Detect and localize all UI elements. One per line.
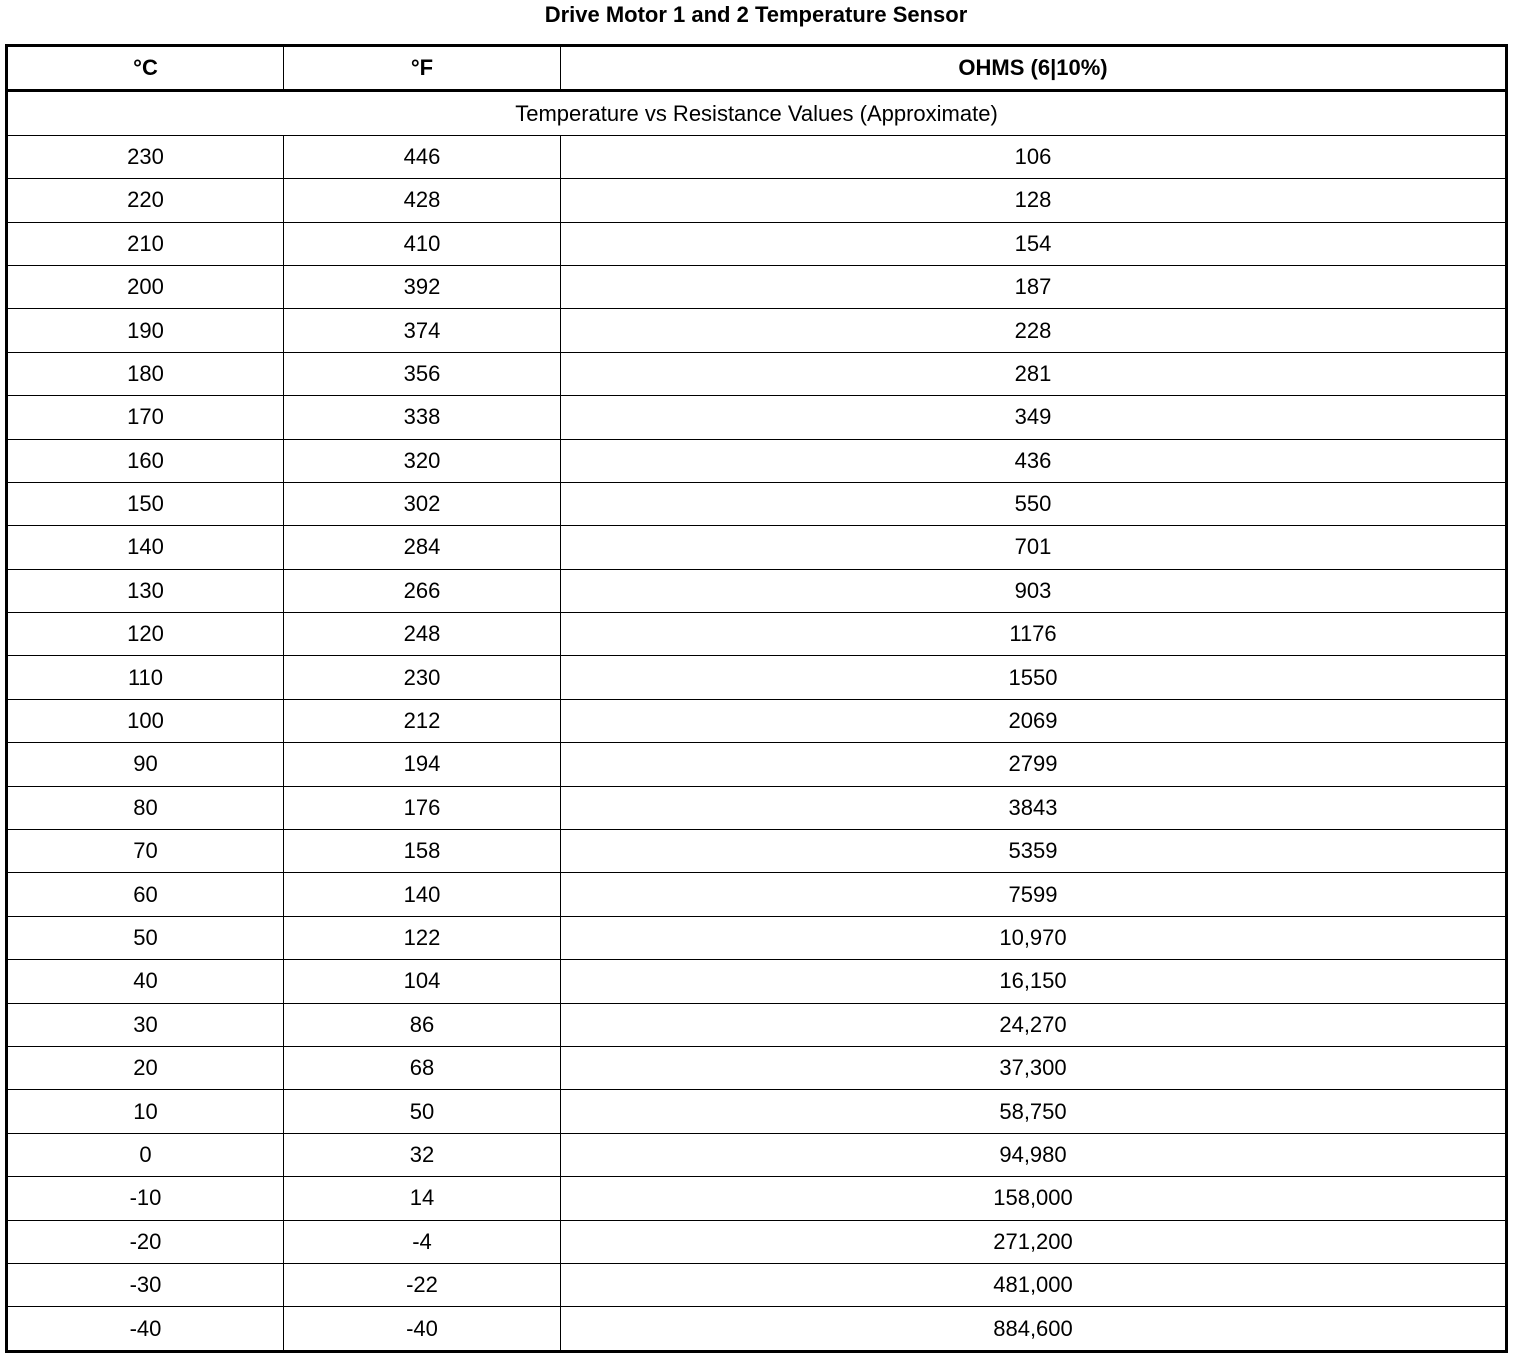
cell-ohms: 24,270: [561, 1003, 1507, 1046]
table-row: [7, 439, 1507, 482]
cell-celsius: 160: [7, 439, 284, 482]
table-row: [7, 1003, 1507, 1046]
cell-fahrenheit: 320: [284, 439, 561, 482]
table-row: [7, 699, 1507, 742]
table-row: [7, 873, 1507, 916]
cell-celsius: 80: [7, 786, 284, 829]
cell-fahrenheit: 266: [284, 569, 561, 612]
table-row: [7, 1263, 1507, 1306]
cell-fahrenheit: 212: [284, 699, 561, 742]
cell-fahrenheit: 356: [284, 352, 561, 395]
cell-fahrenheit: -4: [284, 1220, 561, 1263]
cell-fahrenheit: 428: [284, 179, 561, 222]
table-row: [7, 1220, 1507, 1263]
cell-fahrenheit: 338: [284, 396, 561, 439]
table-row: [7, 352, 1507, 395]
cell-celsius: -20: [7, 1220, 284, 1263]
cell-fahrenheit: 140: [284, 873, 561, 916]
cell-ohms: 128: [561, 179, 1507, 222]
cell-ohms: 37,300: [561, 1046, 1507, 1089]
cell-fahrenheit: 284: [284, 526, 561, 569]
cell-ohms: 903: [561, 569, 1507, 612]
cell-ohms: 94,980: [561, 1133, 1507, 1176]
cell-fahrenheit: 176: [284, 786, 561, 829]
cell-celsius: 220: [7, 179, 284, 222]
cell-celsius: -40: [7, 1307, 284, 1351]
table-row: [7, 960, 1507, 1003]
cell-fahrenheit: 158: [284, 830, 561, 873]
table-row: [7, 135, 1507, 178]
table-row: [7, 656, 1507, 699]
cell-celsius: 60: [7, 873, 284, 916]
cell-ohms: 7599: [561, 873, 1507, 916]
table-row: [7, 222, 1507, 265]
cell-celsius: -30: [7, 1263, 284, 1306]
cell-fahrenheit: 68: [284, 1046, 561, 1089]
cell-ohms: 349: [561, 396, 1507, 439]
document-title: Drive Motor 1 and 2 Temperature Sensor: [544, 2, 968, 27]
cell-ohms: 1176: [561, 613, 1507, 656]
table-row: [7, 743, 1507, 786]
table-row: [7, 179, 1507, 222]
table-row: [7, 830, 1507, 873]
cell-fahrenheit: 374: [284, 309, 561, 352]
cell-ohms: 58,750: [561, 1090, 1507, 1133]
table-row: [7, 396, 1507, 439]
table-row: [7, 1133, 1507, 1176]
table-row: [7, 1046, 1507, 1089]
temperature-resistance-table: [5, 44, 1508, 1353]
table-row: [7, 916, 1507, 959]
cell-fahrenheit: -22: [284, 1263, 561, 1306]
cell-ohms: 3843: [561, 786, 1507, 829]
cell-ohms: 2069: [561, 699, 1507, 742]
cell-ohms: 5359: [561, 830, 1507, 873]
cell-ohms: 281: [561, 352, 1507, 395]
cell-celsius: 10: [7, 1090, 284, 1133]
cell-fahrenheit: 50: [284, 1090, 561, 1133]
cell-celsius: 40: [7, 960, 284, 1003]
header-fahrenheit: °F: [284, 46, 561, 91]
cell-ohms: 187: [561, 265, 1507, 308]
cell-celsius: 90: [7, 743, 284, 786]
cell-celsius: 200: [7, 265, 284, 308]
cell-celsius: 120: [7, 613, 284, 656]
table-row: [7, 265, 1507, 308]
cell-fahrenheit: 302: [284, 482, 561, 525]
cell-ohms: 154: [561, 222, 1507, 265]
table-row: [7, 786, 1507, 829]
cell-ohms: 481,000: [561, 1263, 1507, 1306]
cell-fahrenheit: 32: [284, 1133, 561, 1176]
table-subheader: Temperature vs Resistance Values (Approximate): [7, 91, 1507, 135]
cell-ohms: 228: [561, 309, 1507, 352]
table-row: [7, 569, 1507, 612]
header-ohms: OHMS (6|10%): [561, 46, 1507, 91]
cell-fahrenheit: 14: [284, 1177, 561, 1220]
cell-fahrenheit: 104: [284, 960, 561, 1003]
table-row: [7, 613, 1507, 656]
cell-ohms: 2799: [561, 743, 1507, 786]
cell-ohms: 436: [561, 439, 1507, 482]
cell-celsius: 170: [7, 396, 284, 439]
cell-ohms: 884,600: [561, 1307, 1507, 1351]
cell-fahrenheit: 230: [284, 656, 561, 699]
cell-celsius: 130: [7, 569, 284, 612]
cell-celsius: 210: [7, 222, 284, 265]
cell-celsius: 150: [7, 482, 284, 525]
table-row: [7, 1177, 1507, 1220]
cell-ohms: 1550: [561, 656, 1507, 699]
cell-ohms: 106: [561, 135, 1507, 178]
cell-celsius: 100: [7, 699, 284, 742]
cell-ohms: 16,150: [561, 960, 1507, 1003]
table-row: [7, 526, 1507, 569]
cell-ohms: 701: [561, 526, 1507, 569]
cell-fahrenheit: 86: [284, 1003, 561, 1046]
cell-ohms: 550: [561, 482, 1507, 525]
cell-fahrenheit: 194: [284, 743, 561, 786]
cell-celsius: 70: [7, 830, 284, 873]
header-celsius: °C: [7, 46, 284, 91]
cell-celsius: 180: [7, 352, 284, 395]
cell-celsius: 30: [7, 1003, 284, 1046]
table-row: [7, 1307, 1507, 1351]
cell-celsius: 140: [7, 526, 284, 569]
cell-ohms: 10,970: [561, 916, 1507, 959]
cell-celsius: -10: [7, 1177, 284, 1220]
cell-celsius: 20: [7, 1046, 284, 1089]
table-row: [7, 482, 1507, 525]
cell-fahrenheit: 410: [284, 222, 561, 265]
cell-ohms: 271,200: [561, 1220, 1507, 1263]
cell-celsius: 230: [7, 135, 284, 178]
table-subheader-row: [7, 91, 1507, 135]
cell-fahrenheit: -40: [284, 1307, 561, 1351]
table-row: [7, 309, 1507, 352]
cell-fahrenheit: 248: [284, 613, 561, 656]
cell-fahrenheit: 392: [284, 265, 561, 308]
table-header-row: [7, 46, 1507, 91]
table-row: [7, 1090, 1507, 1133]
cell-celsius: 0: [7, 1133, 284, 1176]
cell-fahrenheit: 122: [284, 916, 561, 959]
cell-celsius: 110: [7, 656, 284, 699]
cell-celsius: 190: [7, 309, 284, 352]
cell-fahrenheit: 446: [284, 135, 561, 178]
cell-celsius: 50: [7, 916, 284, 959]
cell-ohms: 158,000: [561, 1177, 1507, 1220]
